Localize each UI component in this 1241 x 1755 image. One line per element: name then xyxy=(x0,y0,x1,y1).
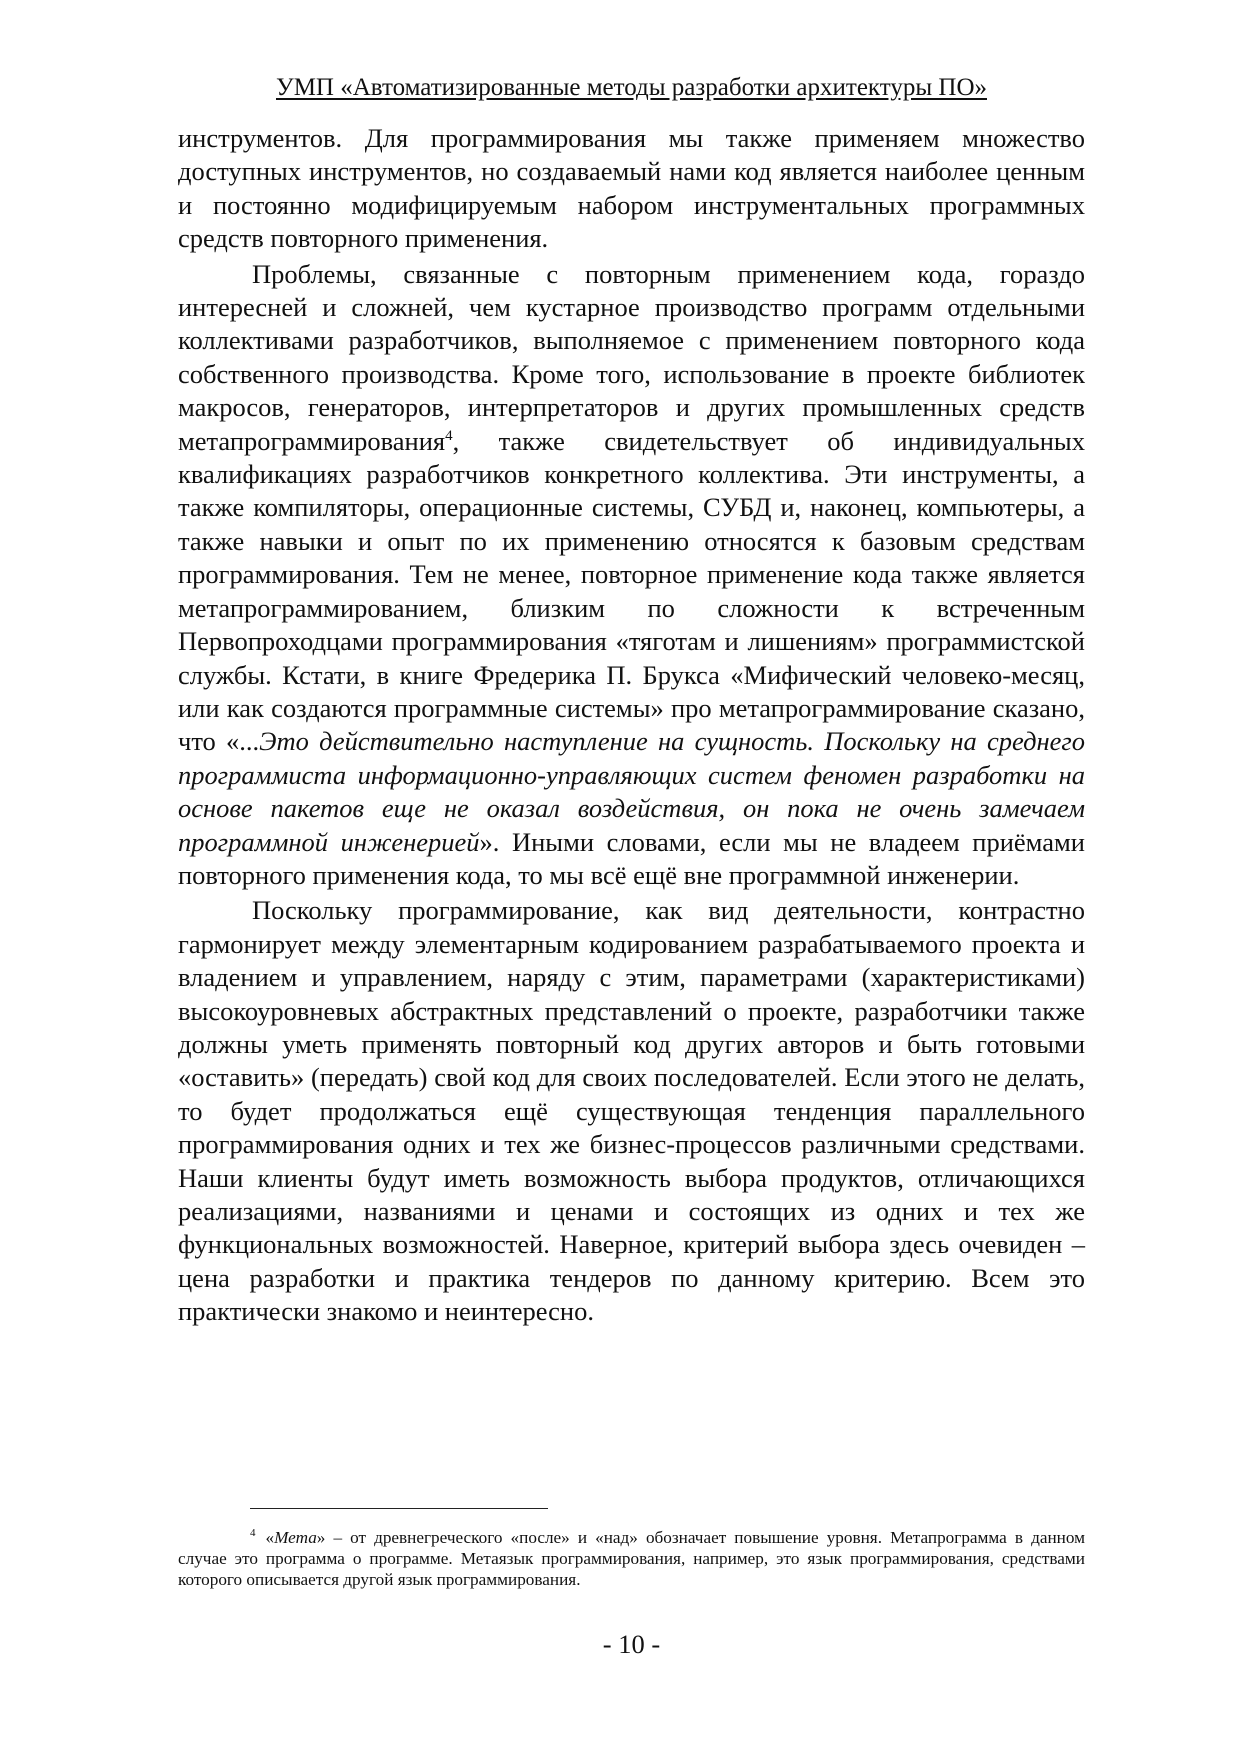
footnote-number: 4 xyxy=(250,1527,256,1539)
brooks-quote: Это действительно наступление на сущность. Поскольку на среднего программиста информационно-управляющих систем феномен разработки на основе пакетов еще не оказал воздействия, он пока не очень замечаем программной инженерией xyxy=(178,726,1086,857)
paragraph-2-text-a: Проблемы, связанные с повторным применением кода, гораздо интересней и сложней, чем кустарное производство программ отдельными коллективами разработчиков, выполняемое с применением повторного кода собственного производства. Кроме того, использование в проекте библиотек макросов, генераторов, интерпретаторов и других промышленных средств метапрограммирования xyxy=(178,258,1085,456)
paragraph-1 xyxy=(178,122,1085,256)
paragraph-2 xyxy=(178,258,1085,893)
footnote-text: » – от древнегреческого «после» и «над» обозначает повышение уровня. Метапрограмма в данном случае это программа о программе. Метаязык программирования, например, это язык программирования, средствами которого описывается другой язык программирования. xyxy=(178,1528,1085,1589)
footnote-term: Мета xyxy=(274,1528,317,1547)
paragraph-2-text-b: , также свидетельствует об индивидуальных квалификациях разработчиков конкретного коллектива. Эти инструменты, а также компиляторы, операционные системы, СУБД и, наконец, компьютеры, а также навыки и опыт по их применению относятся к базовым средствам программирования. Тем не менее, повторное применение кода также является метапрограммированием, близким по сложности к встреченным Первопроходцами программирования «тяготам и лишениям» программистской службы. Кстати, в книге Фредерика П. Брукса «Мифический человеко-месяц, или как создаются программные системы» про метапрограммирование сказано, что «... xyxy=(178,425,1085,757)
paragraph-2-text-c: ». Иными словами, если мы не владеем приёмами повторного применения кода, то мы всё ещё вне программной инженерии. xyxy=(178,826,1085,890)
paragraph-3 xyxy=(178,894,1085,1328)
footnote-reference[interactable]: 4 xyxy=(445,427,453,444)
footnote-separator xyxy=(250,1508,548,1509)
footnote-open-quote: « xyxy=(265,1528,275,1547)
body-text xyxy=(178,122,1085,1331)
paragraph-3-text: Поскольку программирование, как вид деятельности, контрастно гармонирует между элементарным кодированием разрабатываемого проекта и владением и управлением, наряду с этим, параметрами (характеристиками) высокоуровневых абстрактных представлений о проекте, разработчики также должны уметь применять повторный код других авторов и быть готовыми «оставить» (передать) свой код для своих последователей. Если этого не делать, то будет продолжаться ещё существующая тенденция параллельного программирования одних и тех же бизнес-процессов различными средствами. Наши клиенты будут иметь возможность выбора продуктов, отличающихся реализациями, названиями и ценами и состоящих из одних и тех же функциональных возможностей. Наверное, критерий выбора здесь очевиден – цена разработки и практика тендеров по данному критерию. Всем это практически знакомо и неинтересно. xyxy=(178,895,1085,1327)
header-title: УМП «Автоматизированные методы разработки архитектуры ПО» xyxy=(276,74,987,101)
paragraph-1-text: инструментов. Для программирования мы также применяем множество доступных инструментов, но создаваемый нами код является наиболее ценным и постоянно модифицируемым набором инструментальных программных средств повторного применения. xyxy=(178,123,1085,254)
running-header xyxy=(178,72,1085,104)
footnote xyxy=(178,1527,1085,1590)
page-number: - 10 - xyxy=(602,1629,661,1659)
